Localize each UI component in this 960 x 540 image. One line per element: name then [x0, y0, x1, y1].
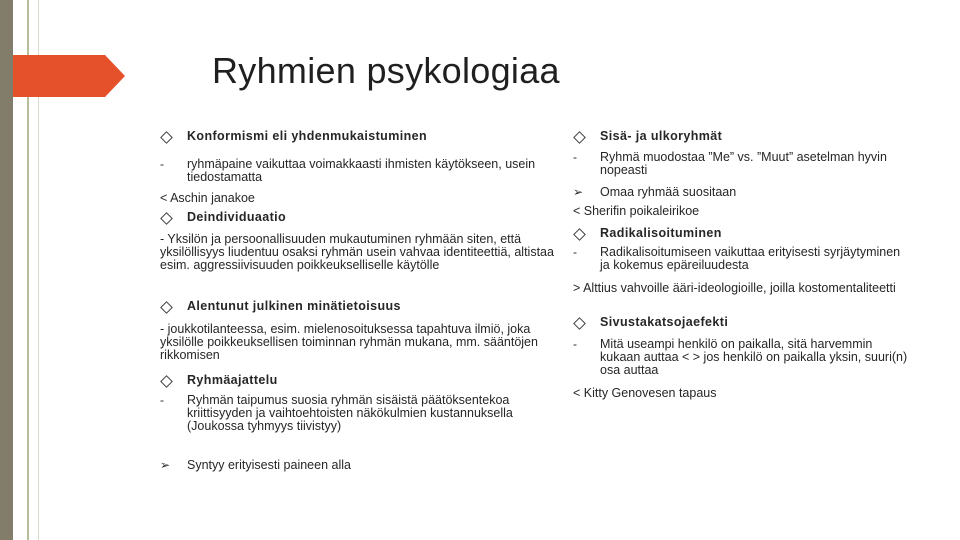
conformism-point-row: [160, 158, 560, 192]
groupthink-point-row: [160, 394, 560, 459]
ingroup-arrow-point: Omaa ryhmää suositaan: [600, 185, 737, 199]
radicalization-note: > Alttius vahvoille ääri-ideologioille, joilla kostomentaliteetti: [573, 281, 896, 295]
ingroup-point: Ryhmä muodostaa ”Me” vs. ”Muut” asetelman hyvin nopeasti: [600, 150, 887, 177]
bystander-heading: Sivustakatsojaefekti: [600, 315, 729, 329]
radicalization-heading-row: [573, 227, 908, 246]
diamond-bullet-icon: [573, 316, 593, 331]
dash-bullet: -: [573, 337, 577, 351]
diamond-bullet-icon: [160, 300, 180, 315]
groupthink-heading-row: [160, 374, 560, 394]
diamond-bullet-icon: [160, 211, 180, 226]
groupthink-point: Ryhmän taipumus suosia ryhmän sisäistä päätöksentekoa kriittisyyden ja vaihtoehtoisten näkökulmien kustannuksella (Joukossa tyhmyys tiivistyy): [187, 393, 513, 433]
dash-bullet: -: [573, 245, 577, 259]
conformism-heading: Konformismi eli yhdenmukaistuminen: [187, 129, 428, 143]
ingroup-arrow-row: [573, 186, 908, 205]
diamond-bullet-icon: [160, 374, 180, 389]
groupthink-arrow-point: Syntyy erityisesti paineen alla: [187, 458, 351, 472]
ingroup-note: < Sherifin poikaleirikoe: [573, 204, 700, 218]
groupthink-arrow-row: [160, 459, 560, 472]
ingroup-point-row: [573, 151, 908, 186]
bystander-heading-row: [573, 316, 908, 338]
title-arrow-tab: [13, 55, 125, 97]
sidebar-stripe: [0, 0, 13, 540]
radicalization-point: Radikalisoitumiseen vaikuttaa erityisesti syrjäytyminen ja kokemus epäreiluudesta: [600, 245, 901, 272]
dash-bullet: -: [573, 150, 577, 164]
diamond-bullet-icon: [573, 130, 593, 145]
arrowhead-icon: ➢: [160, 458, 171, 472]
deindividuation-heading: Deindividuaatio: [187, 210, 287, 224]
radicalization-heading: Radikalisoituminen: [600, 226, 722, 240]
groupthink-heading: Ryhmäajattelu: [187, 373, 278, 387]
bystander-point: Mitä useampi henkilö on paikalla, sitä harvemmin kukaan auttaa < > jos henkilö on paikalla yksin, suuri(n) osa auttaa: [600, 337, 908, 377]
bystander-note: < Kitty Genovesen tapaus: [573, 386, 717, 400]
left-column: [160, 130, 560, 472]
bystander-point-row: [573, 338, 908, 387]
deindividuation-text: - Yksilön ja persoonallisuuden mukautuminen ryhmään siten, että yksilöllisyys liudentuu osaksi ryhmän usein vahvaa identiteettiä, altistaa esim. aggressiivisuuden poikkeukselliselle käytölle: [160, 232, 554, 272]
conformism-point: ryhmäpaine vaikuttaa voimakkaasti ihmisten käytökseen, usein tiedostamatta: [187, 157, 536, 184]
diamond-bullet-icon: [160, 130, 180, 145]
dash-bullet: -: [160, 157, 164, 171]
ingroup-heading: Sisä- ja ulkoryhmät: [600, 129, 723, 143]
radicalization-point-row: [573, 246, 908, 282]
diamond-bullet-icon: [573, 227, 593, 242]
selfawareness-heading: Alentunut julkinen minätietoisuus: [187, 299, 401, 313]
selfawareness-text: - joukkotilanteessa, esim. mielenosoituksessa tapahtuva ilmiö, joka yksilölle poikkeuksellisen toiminnan ryhmän mukana, mm. sääntöjen rikkomisen: [160, 322, 538, 362]
conformism-note: < Aschin janakoe: [160, 191, 255, 205]
deindividuation-heading-row: [160, 211, 560, 233]
conformism-heading-row: [160, 130, 560, 158]
ingroup-heading-row: [573, 130, 908, 151]
right-column: [573, 130, 908, 400]
selfawareness-heading-row: [160, 300, 560, 323]
arrowhead-icon: ➢: [573, 185, 584, 199]
dash-bullet: -: [160, 393, 164, 407]
slide-title: Ryhmien psykologiaa: [212, 50, 560, 91]
